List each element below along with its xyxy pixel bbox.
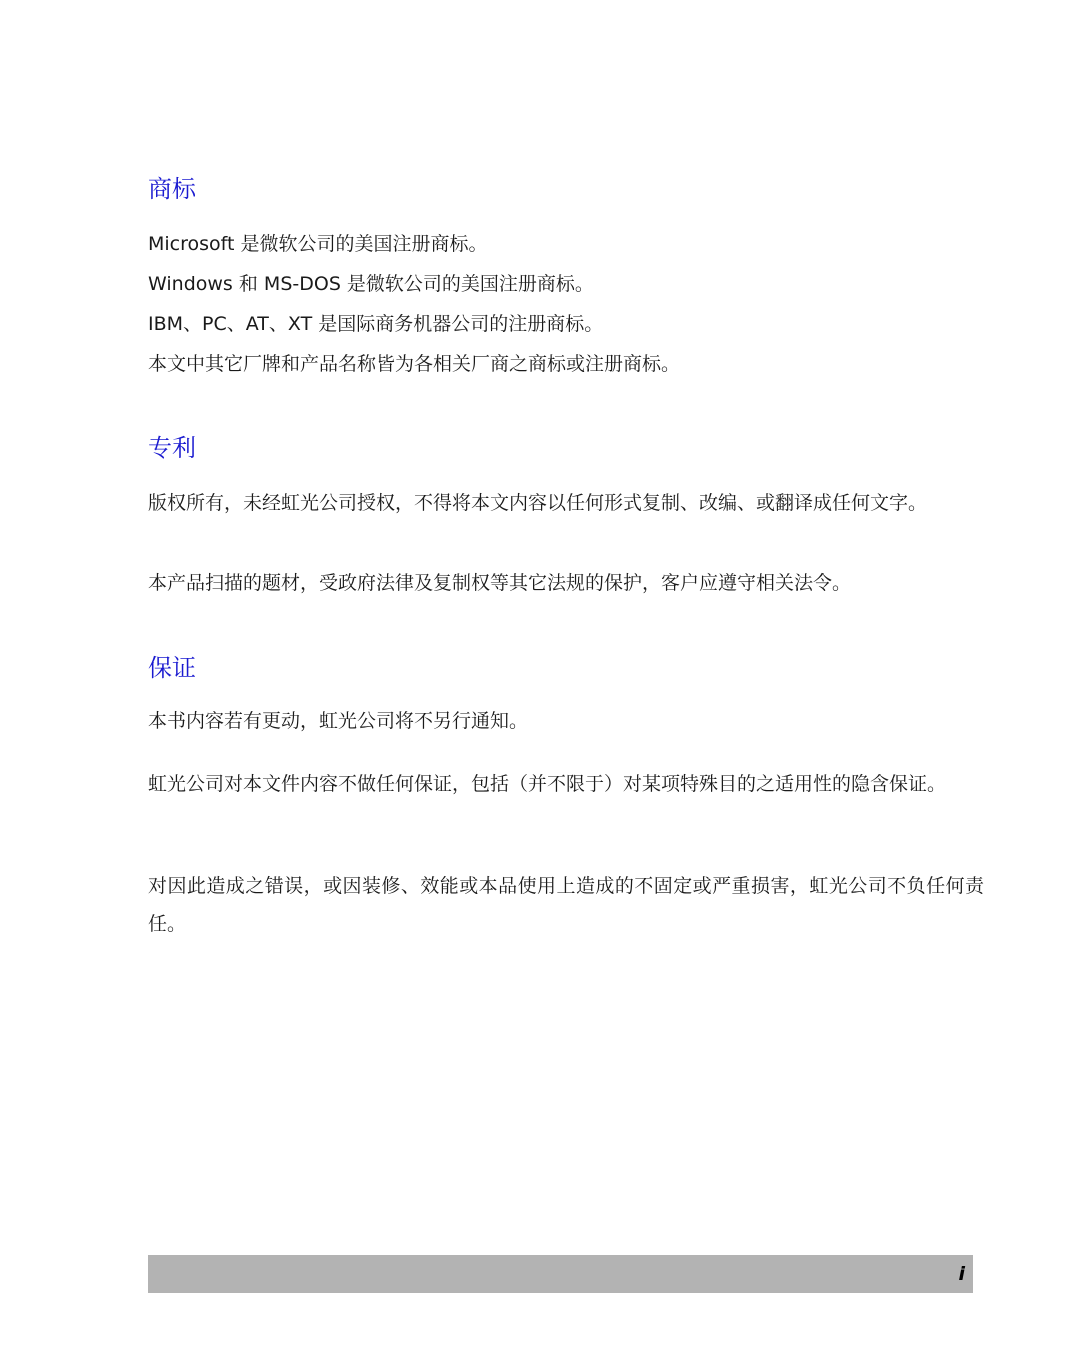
- trademark-line-windows: [148, 270, 594, 298]
- trademark-line-text: 是微软公司的美国注册商标。: [340, 273, 594, 295]
- trademark-line-ibm: [148, 310, 603, 338]
- trademark-heading: 商标: [148, 175, 196, 203]
- page-number: i: [958, 1263, 965, 1285]
- trademark-line-others: 本文中其它厂牌和产品名称皆为各相关厂商之商标或注册商标。: [148, 353, 681, 375]
- trademark-line-microsoft: [148, 230, 488, 258]
- patent-paragraph-copyright: 版权所有，未经虹光公司授权，不得将本文内容以任何形式复制、改编、或翻译成任何文字。: [148, 492, 928, 514]
- brand-msdos: MS-DOS: [263, 273, 341, 295]
- warranty-paragraph-liability: 对因此造成之错误，或因装修、效能或本品使用上造成的不固定或严重损害，虹光公司不负任何责任。: [148, 875, 984, 935]
- document-page: [148, 0, 988, 1365]
- footer-bar: [148, 1255, 973, 1293]
- patent-paragraph-law: 本产品扫描的题材，受政府法律及复制权等其它法规的保护，客户应遵守相关法令。: [148, 572, 852, 594]
- warranty-heading: 保证: [148, 654, 196, 682]
- brand-ibm: IBM、PC、AT、XT: [148, 313, 313, 335]
- trademark-line-text: 是微软公司的美国注册商标。: [234, 233, 488, 255]
- trademark-line-conjunction: 和: [232, 273, 264, 295]
- brand-microsoft: Microsoft: [148, 233, 235, 255]
- brand-windows: Windows: [148, 273, 233, 295]
- trademark-line-text: 是国际商务机器公司的注册商标。: [312, 313, 604, 335]
- warranty-paragraph-changes: 本书内容若有更动，虹光公司将不另行通知。: [148, 710, 529, 732]
- warranty-paragraph-no-guarantee: 虹光公司对本文件内容不做任何保证，包括（并不限于）对某项特殊目的之适用性的隐含保证。: [148, 773, 947, 795]
- patent-heading: 专利: [148, 434, 196, 462]
